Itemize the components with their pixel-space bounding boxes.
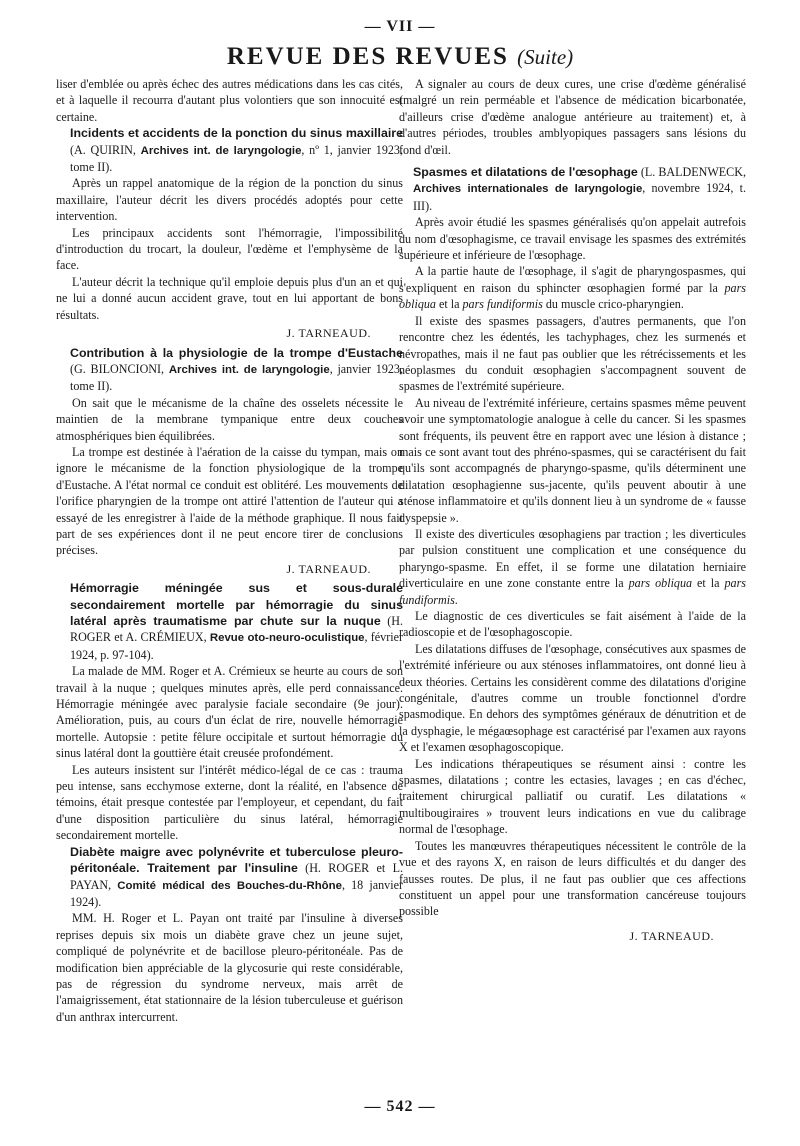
article-heading — [56, 580, 403, 663]
article-paragraph: La malade de MM. Roger et A. Crémieux se heurte au cours de son travail à la nuque ; quelques minutes après, elle perd connaissance. Hémorragie méningée avec paralysie faciale secondaire (9e jour). Amélioration, puis, au cours d'un éclat de rire, nouvelle hémorragie mortelle. Autopsie : petite fêlure occipitale et surtout hémorragie du sinus latéral dont la gouttière était creusée profondément. — [56, 664, 403, 761]
article-heading — [56, 345, 403, 395]
article-heading — [56, 844, 403, 911]
page-title — [0, 43, 800, 71]
article-heading — [399, 164, 746, 214]
article-paragraph: A la partie haute de l'œsophage, il s'agit de pharyngospasmes, qui s'expliquent en raison du sphincter œsophagien formé par la pars obliqua et la pars fundiformis du muscle crico-pharyngien. — [399, 264, 746, 312]
continued-paragraph: A signaler au cours de deux cures, une crise d'œdème généralisé (malgré un rein perméable et l'absence de médication bicarbonatée, d'ailleurs crise d'œdème analogue antérieure au traitement) et, à d'autres périodes, troubles amblyopiques passagers sans lésions du fond d'œil. — [399, 77, 746, 157]
article-title: Hémorragie méningée sus et sous-durale secondairement mortelle par hémorragie du sinus latéral après traumatisme par chute sur la nuque — [70, 581, 403, 628]
article-source: (G. BILONCIONI, Archives int. de laryngologie, janvier 1923, tome II). — [70, 361, 403, 394]
article-paragraph: Toutes les manœuvres thérapeutiques nécessitent le contrôle de la vue et des rayons X, en raison de leurs difficultés et du danger des fausses routes. De plus, il ne faut pas oublier que ces affections constituent un appel pour une transformation cancéreuse toujours possible — [399, 838, 746, 919]
article-heading — [56, 125, 403, 175]
article-source: (H. ROGER et L. PAYAN, Comité médical des Bouches-du-Rhône, 18 janvier 1924). — [70, 861, 403, 909]
page-title-suite: (Suite) — [517, 45, 574, 69]
page-folio-top: — VII — — [364, 18, 436, 35]
article-title: Incidents et accidents de la ponction du sinus maxillaire — [70, 126, 403, 141]
article-paragraph: Le diagnostic de ces diverticules se fait aisément à l'aide de la radioscopie et de l'œsophagoscopie. — [399, 609, 746, 640]
article-paragraph: On sait que le mécanisme de la chaîne des osselets nécessite le maintien de la membrane tympanique entre deux couches atmosphériques bien équilibrées. — [56, 395, 403, 443]
article-source: (L. BALDENWECK, Archives internationales de laryngologie, novembre 1924, t. III). — [413, 165, 746, 213]
article-title: Spasmes et dilatations de l'œsophage — [413, 165, 638, 180]
article-paragraph: L'auteur décrit la technique qu'il emploie depuis plus d'un an et qui ne lui a donné aucun accident grave, tout en lui apportant de bons résultats. — [56, 274, 403, 322]
article-paragraph: Les auteurs insistent sur l'intérêt médico-légal de ce cas : trauma peu intense, sans ecchymose externe, dont la réalité, en l'absence de témoins, était presque contestée par l'employeur, et cependant, du fait d'une disposition particulière du sinus latéral, hémorragie secondairement mortelle. — [56, 762, 403, 843]
article-paragraph: Les indications thérapeutiques se résument ainsi : contre les spasmes, dilatations ; contre les ectasies, lavages ; en cas d'échec, traitement chirurgical palliatif ou curatif. Les dilatations « multibougiraires » trouvent leurs indications en vue du calibrage normal de l'œsophage. — [399, 756, 746, 837]
article-source: (H. ROGER et A. CRÉMIEUX, Revue oto-neuro-oculistique, février 1924, p. 97-104). — [70, 614, 403, 662]
article-paragraph: Après un rappel anatomique de la région de la ponction du sinus maxillaire, l'auteur décrit les divers procédés adoptés pour cette intervention. — [56, 176, 403, 224]
right-column — [399, 76, 746, 947]
article-paragraph: Il existe des spasmes passagers, d'autres permanents, que l'on rencontre chez les édentés, les tachyphages, chez les surmenés et névropathes, mais il ne faut pas oublier que les rétrécissements et les néoplasmes du conduit œsophagien s'accompagnent souvent de spasmes de l'extrémité supérieure. — [399, 313, 746, 394]
article-paragraph: La trompe est destinée à l'aération de la caisse du tympan, mais on ignore le mécanisme de la fonction physiologique de la trompe d'Eustache. A l'état normal ce conduit est oblitéré. Les mouvements de l'orifice pharyngien de la trompe ont attiré l'attention de l'auteur qui a essayé de les enregistrer à l'aide de la méthode graphique. Il nous fait part de ses expériences dont il ne peut encore tirer de conclusions précises. — [56, 444, 403, 558]
page-title-main: REVUE DES REVUES — [226, 43, 509, 70]
left-column — [56, 76, 403, 1025]
article-signature: J. TARNEAUD. — [286, 561, 371, 576]
article-signature: J. TARNEAUD. — [286, 326, 371, 341]
article-paragraph: Au niveau de l'extrémité inférieure, certains spasmes même peuvent avoir une symptomatologie analogue à celle du cancer. Si les spasmes sont fréquents, ils peuvent être en rapport avec une lésion à distance ; mais ce sont avant tout des phréno-spasmes, qui se caractérisent du fait qu'ils sont accompagnés de pharyngo-spasme, qu'ils déterminent une dilatation œsophagienne sus-jacente, qu'ils peuvent aboutir à une sténose inflammatoire et qu'ils donnent lieu à un syndrome de « fausse dyspepsie ». — [399, 395, 746, 525]
article-paragraph: Après avoir étudié les spasmes généralisés qu'on appelait autrefois du nom d'œsophagisme, ce travail envisage les spasmes des extrémités supérieure et inférieure de l'œsophage. — [399, 215, 746, 263]
article-source: (A. QUIRIN, Archives int. de laryngologie, nº 1, janvier 1923, tome II). — [70, 142, 403, 175]
article-paragraph: Il existe des diverticules œsophagiens par traction ; les diverticules par pulsion constituent une complication et une conséquence du pharyngo-spasme. En effet, il se forme une dilatation herniaire diverticulaire en une zone constante entre la pars obliqua et la pars fundiformis. — [399, 526, 746, 607]
continued-paragraph: liser d'emblée ou après échec des autres médications dans les cas cités, et à laquelle il recourra d'autant plus volontiers que son innocuité est certaine. — [56, 77, 403, 124]
article-paragraph: MM. H. Roger et L. Payan ont traité par l'insuline à diverses reprises depuis six mois un diabète grave chez un jeune sujet, compliqué de polynévrite et de bacillose pleuro-péritonéale. Pas de modification bien appréciable de la glycosurie qui reste considérable, pas de régression du syndrome nerveux, mais arrêt de l'amaigrissement, état stationnaire de la lésion tuberculeuse et guérison d'un anthrax intercurrent. — [56, 911, 403, 1024]
article-title: Diabète maigre avec polynévrite et tuberculose pleuro-péritonéale. Traitement par l'insuline — [70, 844, 403, 876]
article-paragraph: Les principaux accidents sont l'hémorragie, l'impossibilité d'introduction du trocart, la douleur, l'œdème et l'emphysème de la face. — [56, 225, 403, 273]
article-signature: J. TARNEAUD. — [629, 928, 714, 943]
page-number: — 542 — — [364, 1098, 436, 1115]
article-paragraph: Les dilatations diffuses de l'œsophage, consécutives aux spasmes de l'extrémité inférieure ou aux sténoses inflammatoires, ont donné lieu à deux théories. Certains les considèrent comme des dilatations d'origine congénitale, d'autres comme un trouble fonctionnel d'ordre spasmodique. En dehors des symptômes généraux de dénutrition et de la dysphagie, le mégaœsophage est caractérisé par l'examen aux rayons X et l'examen œsophagoscopique. — [399, 641, 746, 755]
article-title: Contribution à la physiologie de la trompe d'Eustache — [70, 345, 403, 360]
